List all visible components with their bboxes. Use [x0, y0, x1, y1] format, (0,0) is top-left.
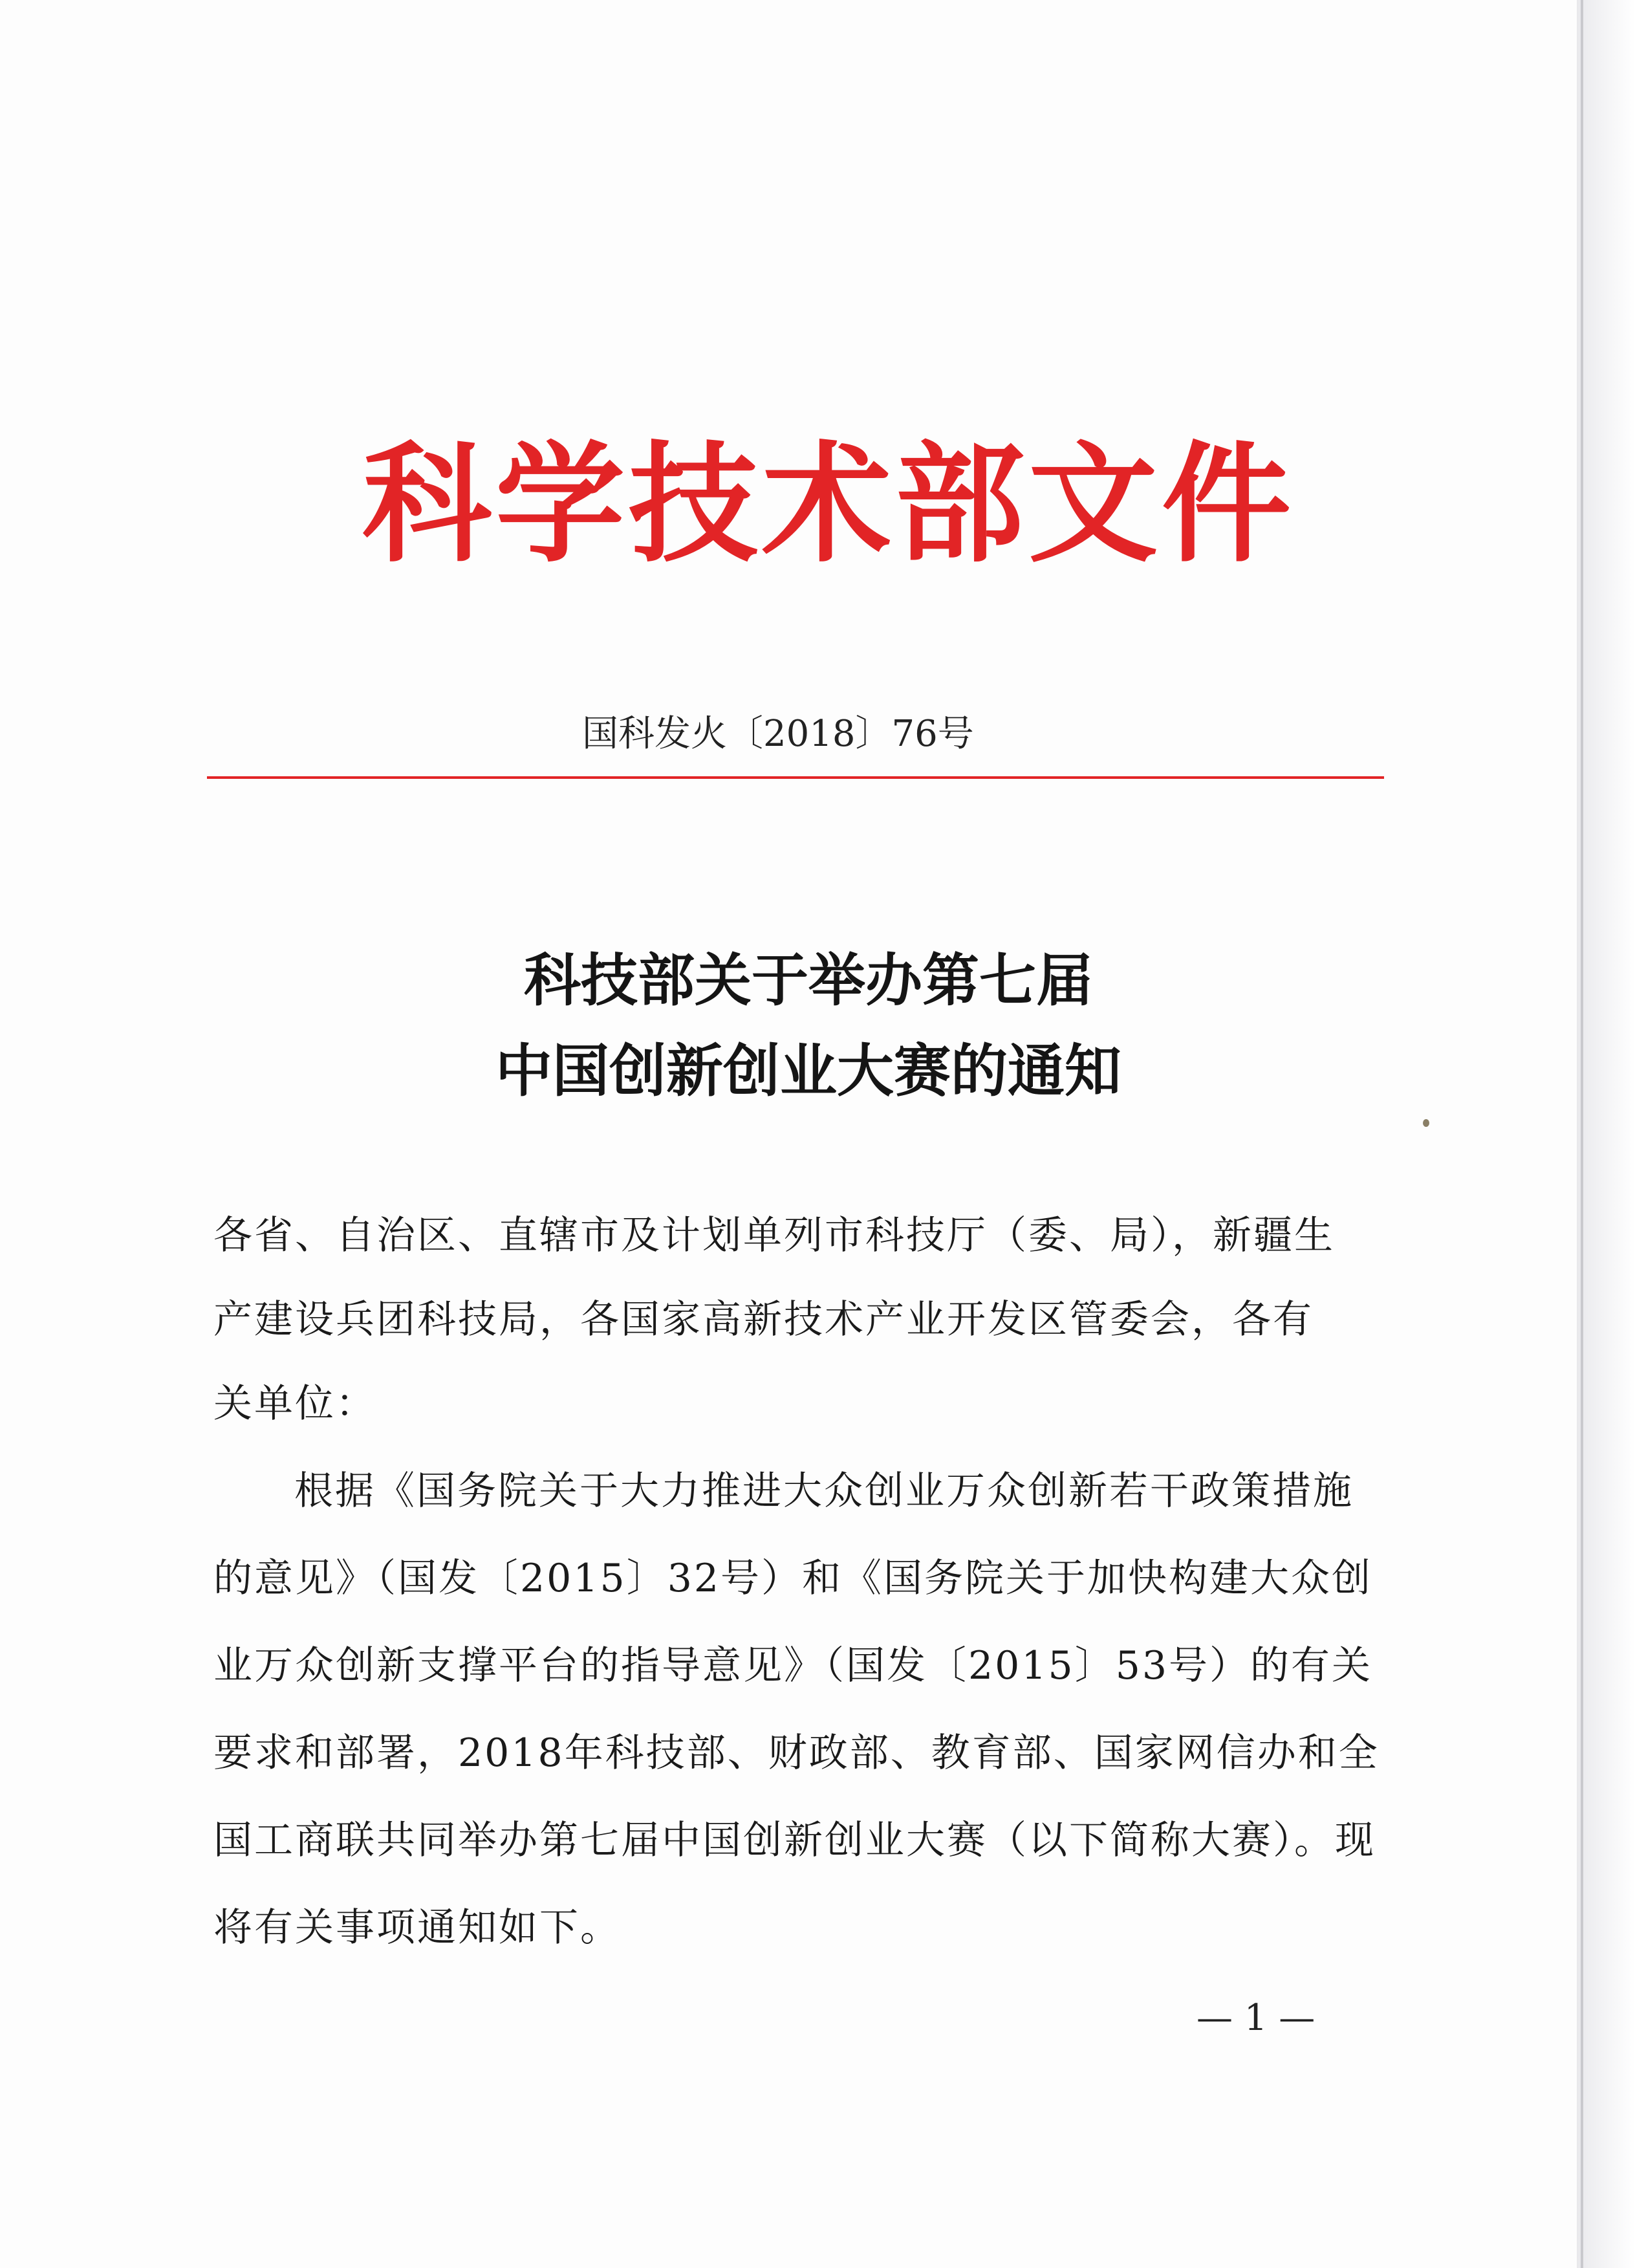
addressee-line-2: 产建设兵团科技局，各国家高新技术产业开发区管委会，各有: [213, 1297, 1314, 1342]
body-line-1: 根据《国务院关于大力推进大众创业万众创新若干政策措施: [294, 1468, 1354, 1514]
body-line-3: 业万众创新支撑平台的指导意见》（国发〔2015〕53号）的有关: [213, 1643, 1373, 1688]
notice-title-line-1: 科技部关于举办第七届: [523, 946, 1093, 1014]
body-line-6: 将有关事项通知如下。: [213, 1905, 621, 1950]
body-line-4: 要求和部署，2018年科技部、财政部、教育部、国家网信办和全: [213, 1730, 1380, 1776]
body-line-2: 的意见》（国发〔2015〕32号）和《国务院关于加快构建大众创: [213, 1556, 1373, 1601]
addressee-line-1: 各省、自治区、直辖市及计划单列市科技厅（委、局），新疆生: [213, 1213, 1335, 1258]
scan-edge: [1577, 0, 1635, 2268]
scan-edge-line: [1581, 0, 1583, 2268]
notice-title-line-2: 中国创新创业大赛的通知: [495, 1037, 1121, 1104]
addressee-line-3: 关单位：: [213, 1381, 376, 1426]
issuer-header: 科学技术部文件: [362, 428, 1295, 580]
document-number: 国科发火〔2018〕76号: [582, 713, 974, 755]
page-number: — 1 —: [1196, 1997, 1316, 2039]
scan-speck: [1423, 1119, 1429, 1127]
body-line-5: 国工商联共同举办第七届中国创新创业大赛（以下简称大赛）。现: [213, 1818, 1376, 1863]
red-divider-line: [207, 776, 1384, 779]
